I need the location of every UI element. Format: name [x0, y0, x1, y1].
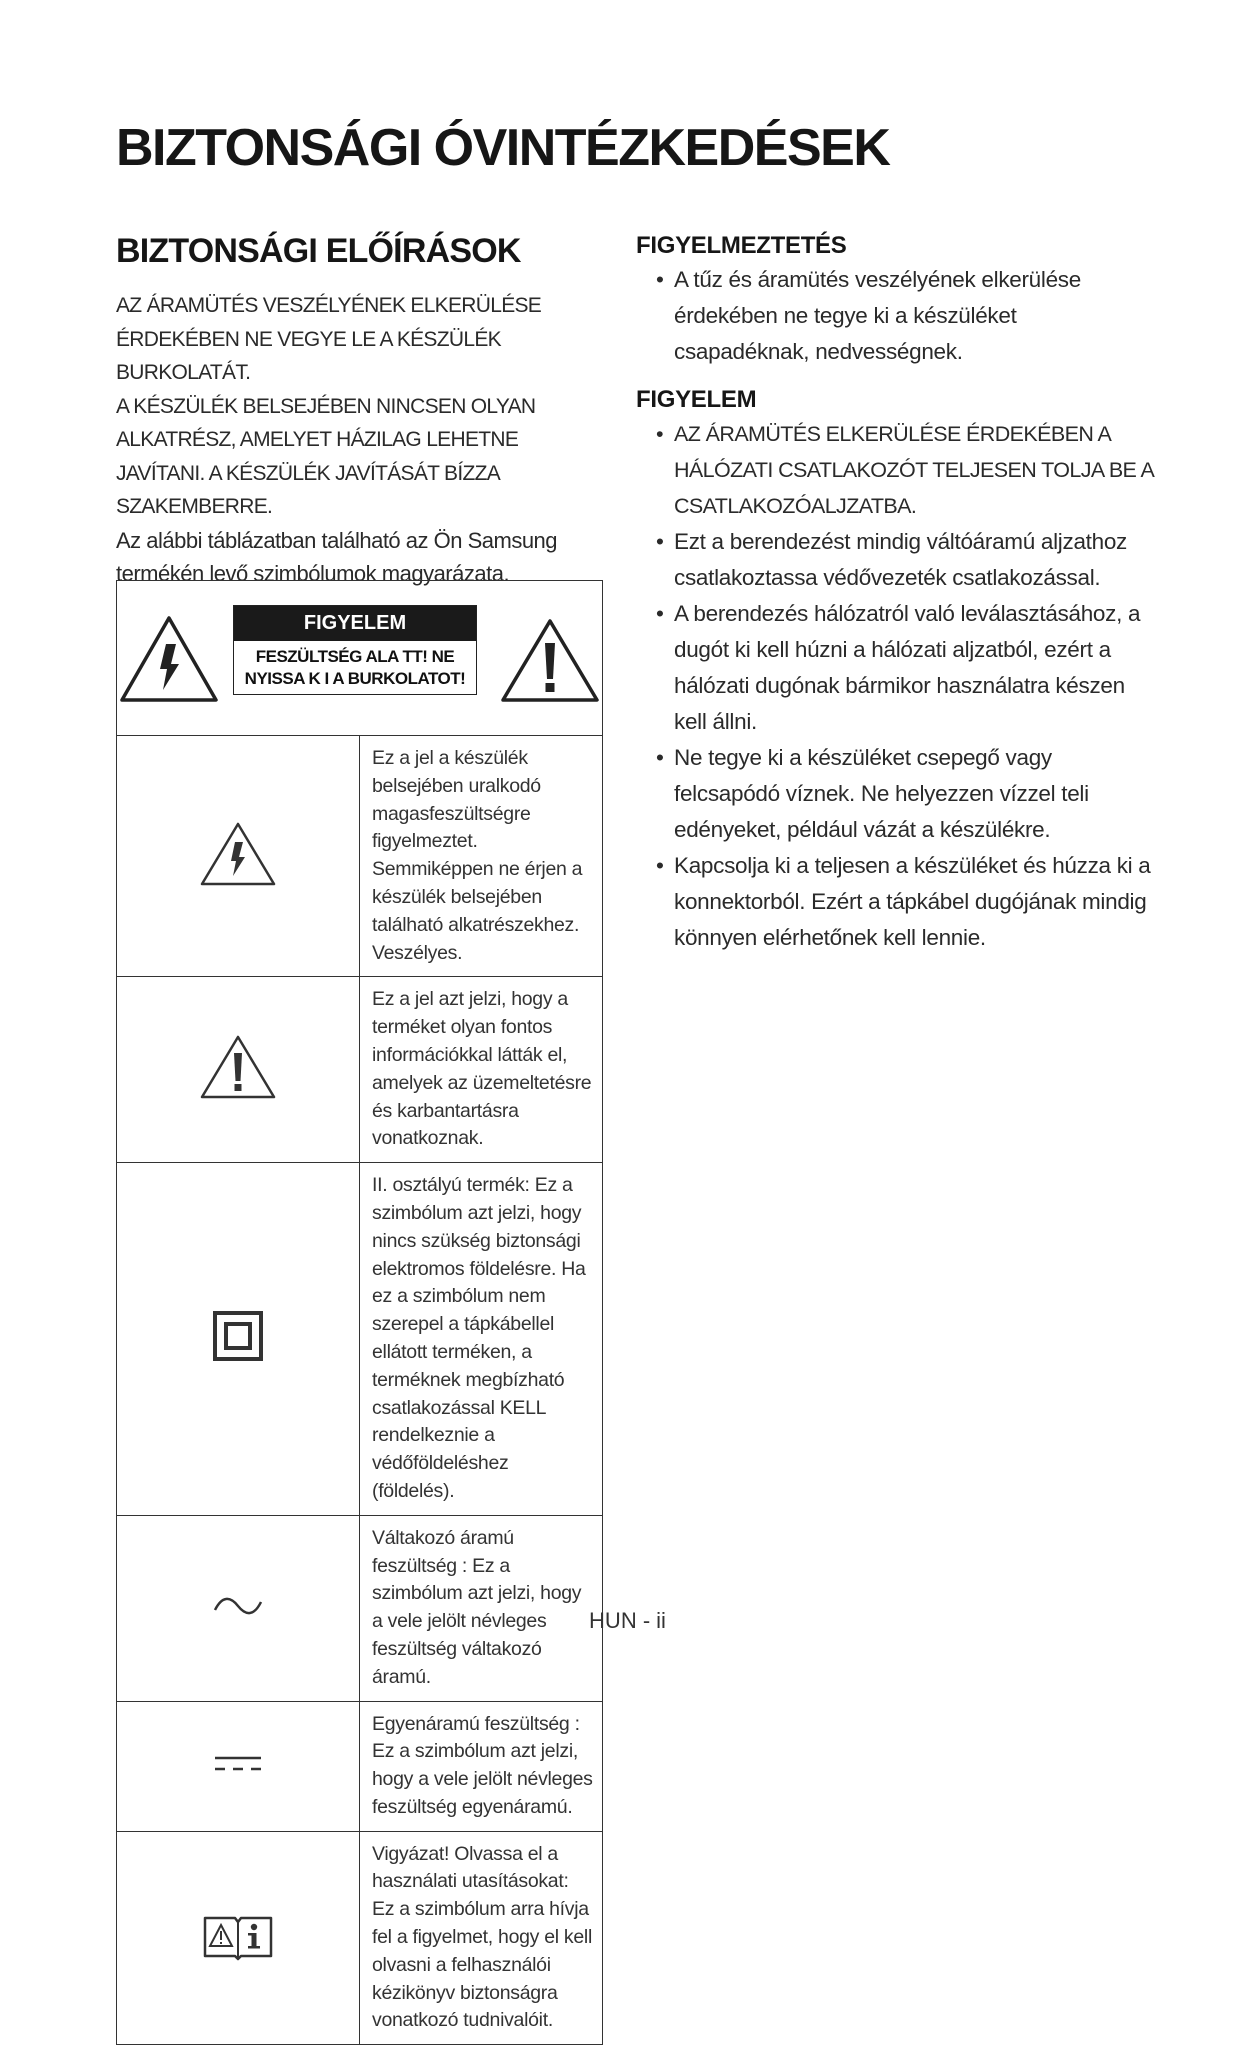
table-row-icon-cell: [117, 1701, 360, 1831]
table-row-description: Ez a jel a készülék belsejében uralkodó magasfeszültségre figyelmeztet. Semmiképpen ne érjen a készülék belsejében található alkatrészekhez. Veszélyes.: [360, 736, 603, 977]
exclamation-triangle-icon: [198, 1088, 278, 1105]
list-item-text: Kapcsolja ki a teljesen a készüléket és húzza ki a konnektorból. Ezért a tápkábel dugójának mindig könnyen elérhetőnek kell lennie.: [674, 853, 1151, 950]
table-row: [117, 736, 603, 977]
table-row-description: Egyenáramú feszültség : Ez a szimbólum azt jelzi, hogy a vele jelölt névleges feszültség egyenáramú.: [360, 1701, 603, 1831]
warning-box: [233, 605, 477, 695]
symbol-table-header: [117, 581, 603, 736]
caution-title: FIGYELEM: [636, 386, 757, 413]
list-item-text: Ne tegye ki a készüléket csepegő vagy felcsapódó víznek. Ne helyezzen vízzel teli edényeket, például vázát a készülékre.: [674, 745, 1089, 842]
list-item: • Ezt a berendezést mindig váltóáramú aljzathoz csatlakoztassa védővezeték csatlakozással.: [656, 529, 1128, 590]
table-row-description: Ez a jel azt jelzi, hogy a terméket olyan fontos információkkal látták el, amelyek az üzemeltetésre és karbantartásra vonatkoznak.: [360, 977, 603, 1163]
footer-language: HUN -: [589, 1608, 651, 1633]
table-row: [117, 1831, 603, 2045]
intro-caps-paragraph-2: A KÉSZÜLÉK BELSEJÉBEN NINCSEN OLYAN ALKATRÉSZ, AMELYET HÁZILAG LEHETNE JAVÍTANI. A KÉSZÜLÉK JAVÍTÁSÁT BÍZZA SZAKEMBERRE.: [116, 394, 536, 518]
table-row-icon-cell: [117, 1831, 360, 2045]
list-item: • AZ ÁRAMÜTÉS ELKERÜLÉSE ÉRDEKÉBEN A HÁLÓZATI CSATLAKOZÓT TELJESEN TOLJA BE A CSATLAKOZÓALJZATBA.: [656, 422, 1154, 518]
table-row: [117, 977, 603, 1163]
right-column: [636, 232, 1156, 956]
intro-text-block: [116, 289, 606, 591]
table-row-icon-cell: [117, 736, 360, 977]
lightning-triangle-icon: [119, 614, 219, 709]
warning-box-text: FESZÜLTSÉG ALA TT! NE NYISSA K I A BURKOLATOT!: [244, 647, 466, 688]
list-item: • A tűz és áramütés veszélyének elkerülése érdekében ne tegye ki a készüléket csapadéknak, nedvességnek.: [656, 267, 1081, 364]
lightning-triangle-icon: [198, 875, 278, 892]
table-row-icon-cell: [117, 977, 360, 1163]
left-column: [116, 232, 606, 591]
warning-title: FIGYELMEZTETÉS: [636, 232, 847, 259]
intro-caps-paragraph-1: AZ ÁRAMÜTÉS VESZÉLYÉNEK ELKERÜLÉSE ÉRDEKÉBEN NE VEGYE LE A KÉSZÜLÉK BURKOLATÁT.: [116, 294, 542, 384]
caution-list: [636, 416, 1156, 956]
list-item-text: A tűz és áramütés veszélyének elkerülése érdekében ne tegye ki a készüléket csapadéknak, nedvességnek.: [674, 267, 1081, 364]
page-title: BIZTONSÁGI ÓVINTÉZKEDÉSEK: [116, 119, 890, 177]
table-row-description: Vigyázat! Olvassa el a használati utasításokat: Ez a szimbólum arra hívja fel a figyelmet, hogy el kell olvasni a felhasználói kézikönyv biztonságra vonatkozó tudnivalóit.: [360, 1831, 603, 2045]
page-number: ii: [656, 1608, 666, 1633]
page-footer: [0, 1608, 1241, 1634]
dc-icon: [212, 1762, 264, 1779]
list-item-text: A berendezés hálózatról való leválasztásához, a dugót ki kell húzni a hálózati aljzatból, ezért a hálózati dugónak bármikor használatra készen kell állni.: [674, 601, 1141, 734]
symbol-table: [116, 580, 603, 2045]
table-row: [117, 1163, 603, 1516]
list-item: • Kapcsolja ki a teljesen a készüléket és húzza ki a konnektorból. Ezért a tápkábel dugójának mindig könnyen elérhetőnek kell lennie.: [656, 853, 1151, 950]
table-row: [117, 1701, 603, 1831]
table-row-description: Váltakozó áramú feszültség : Ez a szimbólum azt jelzi, hogy a vele jelölt névleges feszültség váltakozó áramú.: [360, 1515, 603, 1701]
symbol-table-header-row: [117, 581, 603, 736]
table-row-description: II. osztályú termék: Ez a szimbólum azt jelzi, hogy nincs szükség biztonsági elektromos földelésre. Ha ez a szimbólum nem szerepel a tápkábellel ellátott terméken, a terméknek megbízható csatlakozással KELL rendelkeznie a védőföldeléshez (földelés).: [360, 1163, 603, 1516]
warning-box-title: FIGYELEM: [234, 606, 476, 641]
double-square-icon: [212, 1349, 264, 1366]
table-row-icon-cell: [117, 1163, 360, 1516]
list-item: • A berendezés hálózatról való leválasztásához, a dugót ki kell húzni a hálózati aljzatból, ezért a hálózati dugónak bármikor használatra készen kell állni.: [656, 601, 1141, 734]
warning-list: [636, 262, 1156, 370]
section-title: BIZTONSÁGI ELŐÍRÁSOK: [116, 232, 521, 270]
list-item-text: AZ ÁRAMÜTÉS ELKERÜLÉSE ÉRDEKÉBEN A HÁLÓZATI CSATLAKOZÓT TELJESEN TOLJA BE A CSATLAKOZÓALJZATBA.: [674, 422, 1154, 518]
list-item: • Ne tegye ki a készüléket csepegő vagy felcsapódó víznek. Ne helyezzen vízzel teli edényeket, például vázát a készülékre.: [656, 745, 1089, 842]
list-item-text: Ezt a berendezést mindig váltóáramú aljzathoz csatlakoztassa védővezeték csatlakozással.: [674, 529, 1128, 590]
intro-paragraph: Az alábbi táblázatban található az Ön Samsung termékén levő szimbólumok magyarázata.: [116, 527, 558, 586]
manual-icon: [201, 1949, 275, 1966]
exclamation-triangle-icon: [500, 617, 600, 708]
